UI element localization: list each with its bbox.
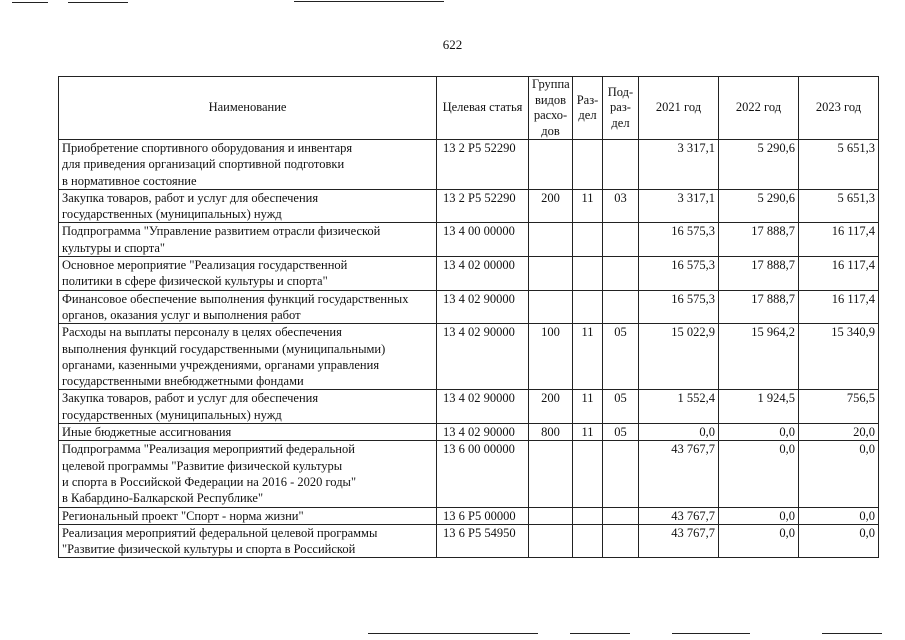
row-target: 13 6 Р5 54950 [437,524,529,558]
row-section: 11 [573,424,603,441]
row-2023: 0,0 [799,524,879,558]
row-2022: 15 964,2 [719,324,799,390]
row-name: Финансовое обеспечение выполнения функций государственных органов, оказания услуг и выполнения работ [59,290,437,324]
row-2022: 17 888,7 [719,257,799,291]
row-name: Приобретение спортивного оборудования и инвентаря для приведения организаций спортивной подготовки в нормативное состояние [59,140,437,190]
header-2023: 2023 год [799,77,879,140]
row-2023: 16 117,4 [799,290,879,324]
row-2021: 15 022,9 [639,324,719,390]
header-2022: 2022 год [719,77,799,140]
row-section [573,524,603,558]
row-2023: 5 651,3 [799,140,879,190]
row-group [529,441,573,507]
row-2021: 16 575,3 [639,223,719,257]
row-2021: 16 575,3 [639,290,719,324]
row-2021: 43 767,7 [639,524,719,558]
row-subsection [603,257,639,291]
header-subsection: Под-раз-дел [603,77,639,140]
header-section: Раз-дел [573,77,603,140]
row-subsection: 05 [603,324,639,390]
bottom-rule-2 [570,633,630,634]
row-section [573,290,603,324]
row-section [573,441,603,507]
row-2021: 3 317,1 [639,140,719,190]
row-subsection [603,290,639,324]
row-2021: 3 317,1 [639,189,719,223]
row-2021: 0,0 [639,424,719,441]
row-group [529,140,573,190]
header-target: Целевая статья [437,77,529,140]
table-row [59,441,879,507]
row-2023: 16 117,4 [799,223,879,257]
row-subsection [603,223,639,257]
row-target: 13 4 00 00000 [437,223,529,257]
row-target: 13 4 02 00000 [437,257,529,291]
row-2022: 5 290,6 [719,189,799,223]
row-name: Региональный проект "Спорт - норма жизни" [59,507,437,524]
table-row [59,140,879,190]
row-group [529,507,573,524]
table-row [59,507,879,524]
row-name: Расходы на выплаты персоналу в целях обеспечения выполнения функций государственными (муниципальными) органами, казенными учреждениями, органами управления государственными внебюджетными фондами [59,324,437,390]
row-target: 13 4 02 90000 [437,424,529,441]
row-2021: 43 767,7 [639,507,719,524]
row-name: Подпрограмма "Управление развитием отрасли физической культуры и спорта" [59,223,437,257]
row-2023: 0,0 [799,507,879,524]
budget-table [58,76,879,558]
page-number: 622 [442,37,463,52]
row-section [573,140,603,190]
row-2022: 0,0 [719,507,799,524]
row-section: 11 [573,324,603,390]
row-2023: 20,0 [799,424,879,441]
row-section: 11 [573,189,603,223]
row-name: Основное мероприятие "Реализация государственной политики в сфере физической культуры и спорта" [59,257,437,291]
row-target: 13 4 02 90000 [437,390,529,424]
row-section [573,223,603,257]
table-row [59,524,879,558]
bottom-rule-4 [822,633,882,634]
row-target: 13 2 Р5 52290 [437,140,529,190]
row-subsection [603,140,639,190]
row-name: Закупка товаров, работ и услуг для обеспечения государственных (муниципальных) нужд [59,189,437,223]
row-group: 200 [529,189,573,223]
row-group [529,290,573,324]
header-2021: 2021 год [639,77,719,140]
row-group [529,257,573,291]
table-row [59,324,879,390]
row-section [573,257,603,291]
row-subsection: 03 [603,189,639,223]
row-group: 800 [529,424,573,441]
table-row [59,223,879,257]
table-row [59,189,879,223]
top-rule-right [294,1,444,2]
row-target: 13 6 00 00000 [437,441,529,507]
row-target: 13 4 02 90000 [437,290,529,324]
bottom-rule-3 [672,633,750,634]
table-row [59,290,879,324]
row-section [573,507,603,524]
row-2021: 43 767,7 [639,441,719,507]
row-section: 11 [573,390,603,424]
row-2021: 16 575,3 [639,257,719,291]
header-row [59,77,879,140]
row-subsection: 05 [603,424,639,441]
header-group: Группа видов расхо-дов [529,77,573,140]
row-name: Подпрограмма "Реализация мероприятий федеральной целевой программы "Развитие физической культуры и спорта в Российской Федерации на 2016 - 2020 годы" в Кабардино-Балкарской Республике" [59,441,437,507]
row-group [529,524,573,558]
row-2022: 0,0 [719,441,799,507]
row-name: Закупка товаров, работ и услуг для обеспечения государственных (муниципальных) нужд [59,390,437,424]
row-2022: 1 924,5 [719,390,799,424]
top-rule-mid [68,2,128,3]
row-2022: 0,0 [719,524,799,558]
row-2022: 17 888,7 [719,223,799,257]
row-target: 13 6 Р5 00000 [437,507,529,524]
header-name: Наименование [59,77,437,140]
table-row [59,424,879,441]
row-group: 200 [529,390,573,424]
row-2022: 17 888,7 [719,290,799,324]
row-group: 100 [529,324,573,390]
row-name: Иные бюджетные ассигнования [59,424,437,441]
row-group [529,223,573,257]
row-target: 13 4 02 90000 [437,324,529,390]
row-2021: 1 552,4 [639,390,719,424]
row-2023: 5 651,3 [799,189,879,223]
bottom-rule-1 [368,633,538,634]
row-subsection [603,507,639,524]
row-2023: 15 340,9 [799,324,879,390]
row-subsection: 05 [603,390,639,424]
row-subsection [603,441,639,507]
table-row [59,390,879,424]
top-rule-left [12,2,48,3]
row-subsection [603,524,639,558]
row-2022: 5 290,6 [719,140,799,190]
row-2023: 0,0 [799,441,879,507]
row-2023: 16 117,4 [799,257,879,291]
row-name: Реализация мероприятий федеральной целевой программы "Развитие физической культуры и спорта в Российской [59,524,437,558]
row-2022: 0,0 [719,424,799,441]
table-row [59,257,879,291]
row-2023: 756,5 [799,390,879,424]
row-target: 13 2 Р5 52290 [437,189,529,223]
